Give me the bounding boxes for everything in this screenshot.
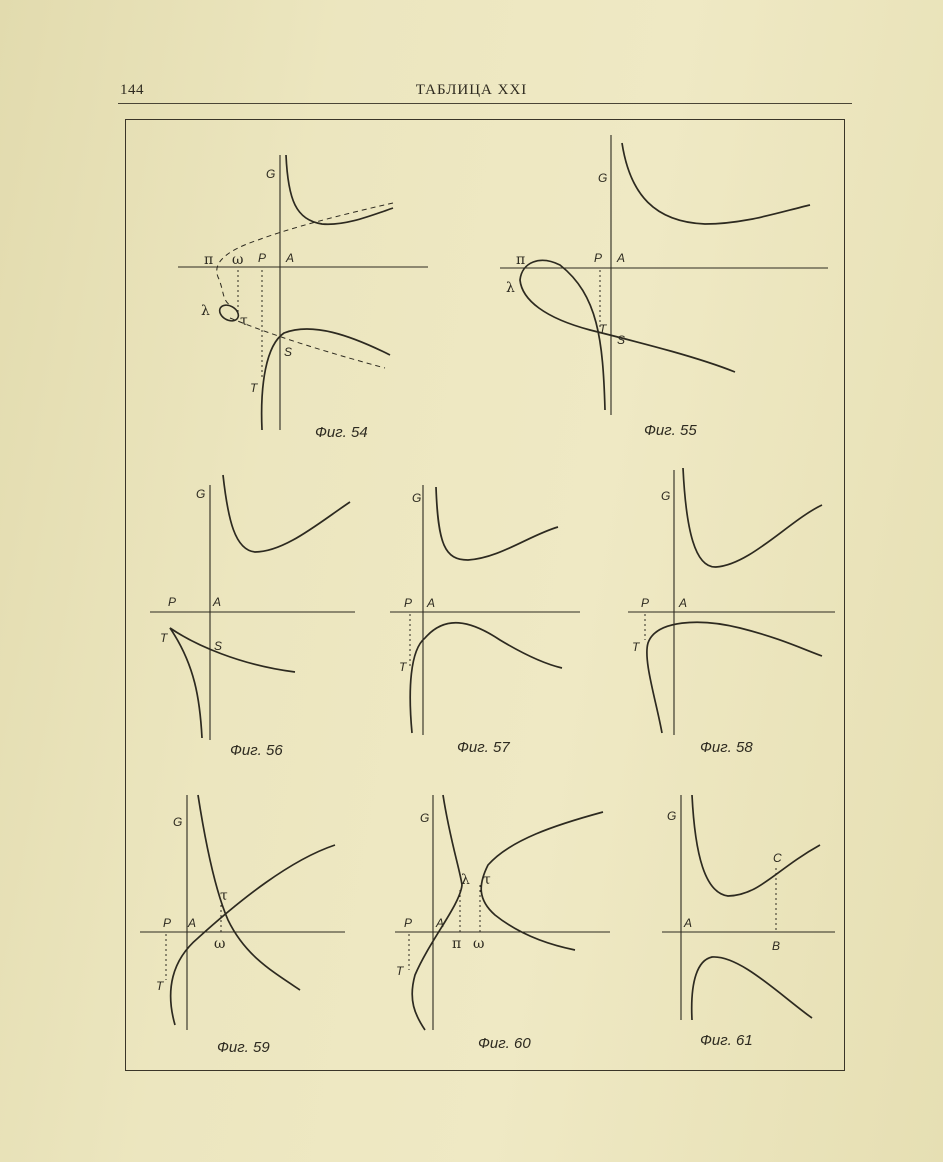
fig57-upper-branch <box>436 487 558 560</box>
fig54-label-a: A <box>286 251 295 265</box>
fig59-increasing-branch <box>171 845 335 1025</box>
fig60-label-lambda: λ <box>461 872 470 888</box>
fig54-lower-branch <box>262 329 390 430</box>
page-number: 144 <box>120 82 144 98</box>
figure-61 <box>662 795 835 1049</box>
fig58-caption: Фиг. 58 <box>700 739 753 756</box>
figure-59 <box>140 795 345 1056</box>
fig59-caption: Фиг. 59 <box>217 1039 270 1056</box>
fig57-lower-branch <box>410 623 562 733</box>
fig59-label-a: A <box>188 916 197 930</box>
fig60-label-p: P <box>404 916 413 930</box>
fig55-upper-branch <box>622 143 810 224</box>
fig55-label-pi: π <box>516 252 526 268</box>
fig61-label-a: A <box>684 916 693 930</box>
fig54-label-tau: τ <box>240 313 248 329</box>
page-title: ТАБЛИЦА XXI <box>415 82 528 98</box>
fig61-lower-branch <box>692 957 812 1020</box>
fig56-upper-branch <box>223 475 350 552</box>
figure-60 <box>395 795 610 1052</box>
fig54-label-g: G <box>266 167 276 181</box>
fig56-label-g: G <box>196 487 206 501</box>
fig58-upper-branch <box>683 468 822 567</box>
fig59-label-tau: τ <box>220 888 228 904</box>
fig55-label-lambda: λ <box>506 280 515 296</box>
fig61-upper-branch <box>692 795 820 896</box>
fig59-label-g: G <box>173 815 183 829</box>
fig59-label-t: T <box>156 979 164 993</box>
fig60-right-branch <box>481 812 603 950</box>
fig60-left-branch <box>412 795 462 1030</box>
fig54-label-t: T <box>250 381 258 395</box>
fig57-label-a: A <box>427 596 436 610</box>
fig55-loop-branch <box>520 260 735 410</box>
fig58-label-t: T <box>632 640 640 654</box>
fig60-label-t: T <box>396 964 404 978</box>
figure-57 <box>390 485 580 756</box>
fig55-label-g: G <box>598 171 608 185</box>
fig55-label-p: P <box>594 251 603 265</box>
fig54-caption: Фиг. 54 <box>315 424 368 441</box>
fig56-label-t: T <box>160 631 168 645</box>
fig61-label-b: B <box>772 939 781 953</box>
fig55-label-t: T <box>599 322 607 336</box>
fig60-label-omega: ω <box>473 936 485 952</box>
fig60-caption: Фиг. 60 <box>478 1035 531 1052</box>
fig60-label-tau: τ <box>483 872 491 888</box>
fig57-label-p: P <box>404 596 413 610</box>
fig56-caption: Фиг. 56 <box>230 742 283 759</box>
fig59-label-p: P <box>163 916 172 930</box>
fig60-label-a: A <box>436 916 445 930</box>
fig54-label-lambda: λ <box>201 303 210 319</box>
fig59-decreasing-branch <box>198 795 300 990</box>
fig54-label-s: S <box>284 345 293 359</box>
fig56-lower-branch <box>170 628 295 738</box>
fig56-label-s: S <box>214 639 223 653</box>
fig61-caption: Фиг. 61 <box>700 1032 753 1049</box>
fig58-label-p: P <box>641 596 650 610</box>
fig56-label-a: A <box>213 595 222 609</box>
fig61-label-c: C <box>773 851 782 865</box>
fig54-label-pi: π <box>204 252 214 268</box>
fig57-caption: Фиг. 57 <box>457 739 510 756</box>
figure-55 <box>500 135 828 439</box>
figure-54 <box>178 155 428 441</box>
fig54-label-omega: ω <box>232 252 244 268</box>
fig55-label-a: A <box>617 251 626 265</box>
fig59-label-omega: ω <box>214 936 226 952</box>
fig58-label-a: A <box>679 596 688 610</box>
fig57-label-g: G <box>412 491 422 505</box>
fig58-label-g: G <box>661 489 671 503</box>
fig56-label-p: P <box>168 595 177 609</box>
fig54-label-p: P <box>258 251 267 265</box>
fig55-caption: Фиг. 55 <box>644 422 697 439</box>
fig54-upper-branch <box>286 155 393 224</box>
fig58-lower-branch <box>647 622 822 733</box>
fig60-label-g: G <box>420 811 430 825</box>
fig61-label-g: G <box>667 809 677 823</box>
figure-56 <box>150 475 355 759</box>
fig60-label-pi: π <box>452 936 462 952</box>
fig57-label-t: T <box>399 660 407 674</box>
figure-58 <box>628 468 835 756</box>
fig55-label-s: S <box>617 333 626 347</box>
